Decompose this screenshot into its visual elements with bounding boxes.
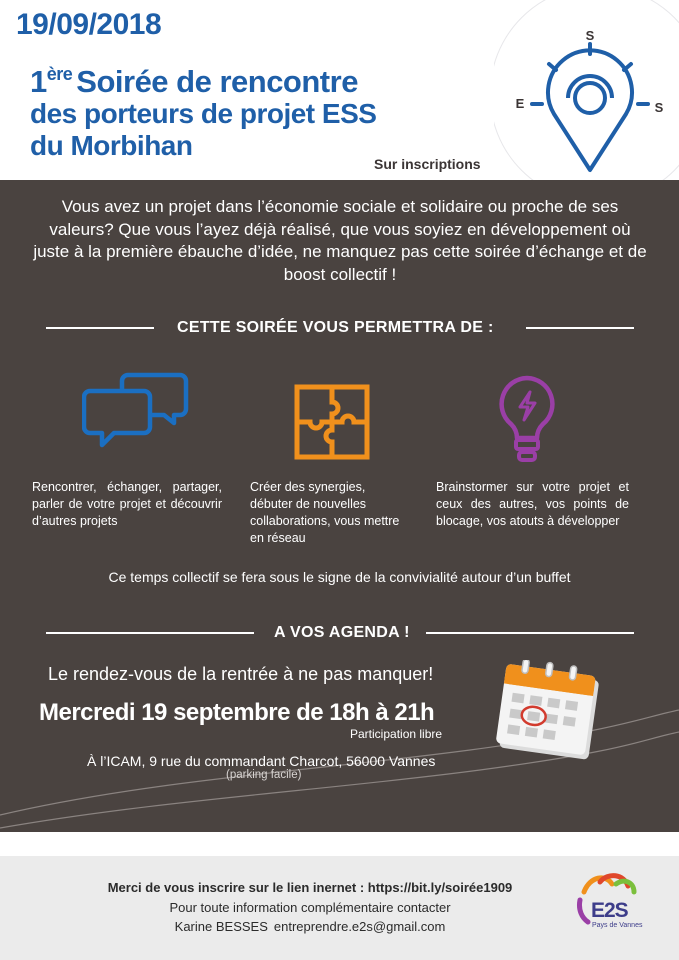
- registration-link-line[interactable]: Merci de vous inscrire sur le lien inernet : https://bit.ly/soirée1909: [107, 880, 513, 895]
- parking-note: (parking facile): [226, 769, 302, 781]
- agenda-date-time: Mercredi 19 septembre de 18h à 21h: [39, 699, 435, 726]
- title-line-2: des porteurs de projet ESS: [30, 98, 377, 129]
- page-title: [30, 58, 376, 162]
- agenda-divider-right: [426, 632, 634, 634]
- buffet-note: Ce temps collectif se fera sous le signe de la convivialité autour d’un buffet: [108, 569, 571, 585]
- feature-text-brainstorm: Brainstormer sur votre projet et ceux des autres, vos points de blocage, vos atouts à développer: [436, 480, 629, 528]
- intro-paragraph: Vous avez un projet dans l’économie sociale et solidaire ou proche de ses valeurs? Que vous l’ayez déjà réalisé, que vous soyiez en développement où juste à la première ébauche d’idée, ne manquez pas cette soirée d’échange et de boost collectif !: [33, 197, 647, 284]
- compass-letter-north: S: [585, 28, 595, 43]
- participation-note: Participation libre: [350, 727, 443, 741]
- agenda-divider-left: [46, 632, 254, 634]
- title-ordinal-suffix: ère: [46, 64, 73, 84]
- speech-bubbles-icon: [82, 369, 190, 451]
- calendar-icon: [494, 660, 604, 765]
- compass-letter-west: E: [515, 96, 525, 111]
- divider-left: [46, 327, 154, 329]
- features-heading: CETTE SOIRÉE VOUS PERMETTRA DE :: [177, 319, 494, 336]
- event-address: À l’ICAM, 9 rue du commandant Charcot, 56000 Vannes: [87, 753, 436, 769]
- feature-text-synergies: Créer des synergies, débuter de nouvelles collaborations, vous mettre en réseau: [250, 480, 400, 545]
- title-line-1: [30, 58, 376, 98]
- title-line-1-text: Soirée de rencontre: [76, 64, 358, 99]
- contact-name: Karine BESSES: [174, 919, 268, 934]
- lightbulb-icon: [497, 374, 557, 466]
- registration-note: Sur inscriptions: [374, 156, 481, 172]
- logo-text: E2S: [591, 899, 628, 922]
- puzzle-icon: [294, 384, 370, 460]
- contact-line: [0, 919, 620, 934]
- divider-right: [526, 327, 634, 329]
- agenda-tagline: Le rendez-vous de la rentrée à ne pas manquer!: [48, 664, 434, 684]
- compass-letter-east: S: [654, 100, 664, 115]
- logo-subtitle: Pays de Vannes: [592, 922, 643, 929]
- contact-email[interactable]: entreprendre.e2s@gmail.com: [273, 919, 446, 934]
- agenda-heading: A VOS AGENDA !: [274, 624, 410, 641]
- event-date: 19/09/2018: [16, 8, 162, 41]
- feature-text-meet: Rencontrer, échanger, partager, parler de votre projet et découvrir d’autres projets: [32, 480, 222, 528]
- title-line-3: du Morbihan: [30, 130, 193, 161]
- contact-info-line: Pour toute information complémentaire contacter: [169, 900, 451, 915]
- title-ordinal: 1: [30, 64, 47, 99]
